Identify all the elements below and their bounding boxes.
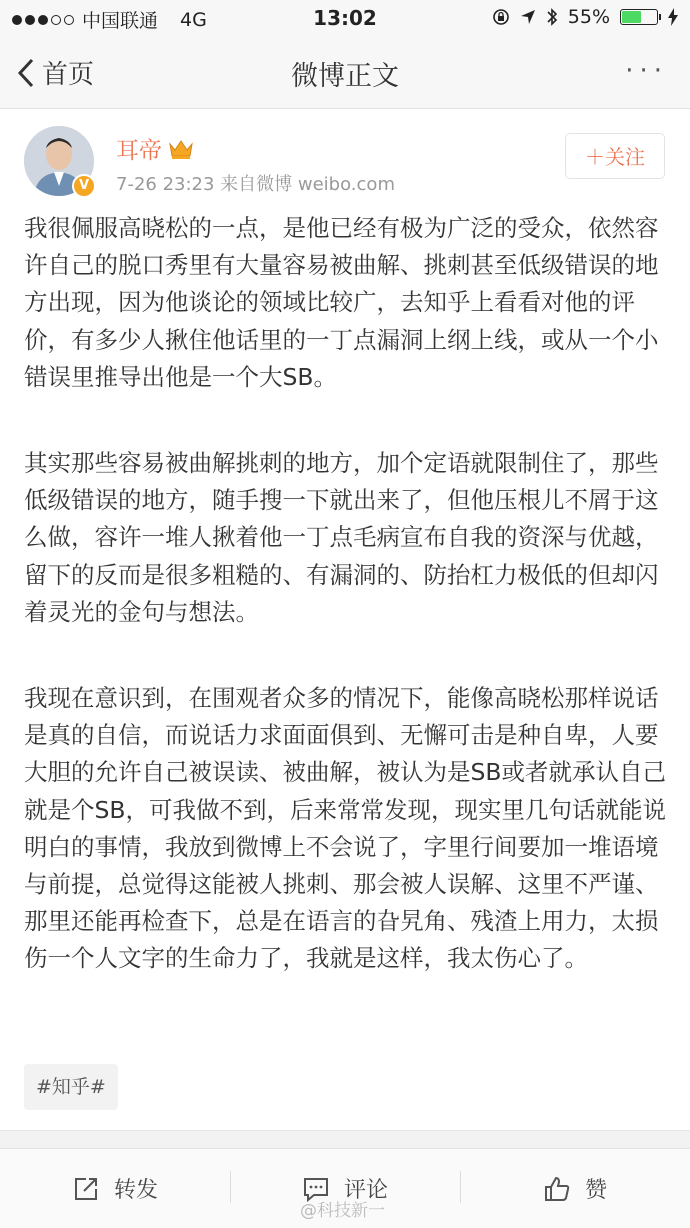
location-icon: [520, 9, 536, 25]
status-time: 13:02: [313, 6, 377, 30]
verified-badge-icon: V: [72, 174, 96, 198]
rotation-lock-icon: [492, 8, 510, 26]
more-options-button[interactable]: ···: [625, 56, 668, 86]
repost-icon: [72, 1175, 100, 1203]
like-button[interactable]: [460, 1149, 690, 1228]
bluetooth-icon: [546, 7, 558, 27]
repost-button[interactable]: [0, 1149, 230, 1228]
battery-icon: [620, 9, 658, 25]
crown-icon: [168, 138, 194, 160]
status-bar: [0, 0, 690, 36]
network-type: 4G: [180, 8, 207, 31]
page-title: 微博正文: [291, 61, 399, 92]
post-paragraph-3: 我现在意识到，在围观者众多的情况下，能像高晓松那样说话是真的自信，而说话力求面面俱到、无懈可击是种自卑，人要大胆的允许自己被误读、被曲解，被认为是SB或者就承认自己就是个SB，可我做不到，后来常常发现，现实里几句话就能说明白的事情，我放到微博上不会说了，字里行间要加一堆语境与前提，总觉得这能被人挑刺、那会被人误解、这里不严谨、那里还能再检查下，总是在语言的旮旯角、残渣上用力，太损伤一个人文字的生命力了，我就是这样，我太伤心了。: [24, 684, 667, 973]
post-meta: 7-26 23:23 来自微博 weibo.com: [116, 174, 395, 195]
battery-percent: 55%: [567, 6, 610, 28]
watermark: @科技新一: [300, 1201, 385, 1221]
navigation-bar: [0, 36, 690, 109]
battery-fill: [622, 11, 641, 23]
post-paragraph-2: 其实那些容易被曲解挑刺的地方，加个定语就限制住了，那些低级错误的地方，随手搜一下就出来了，但他压根儿不屑于这么做，容许一堆人揪着他一丁点毛病宣布自我的资深与优越，留下的反而是很多粗糙的、有漏洞的、防抬杠力极低的但却闪着灵光的金句与想法。: [24, 449, 659, 626]
topic-tag[interactable]: #知乎#: [24, 1064, 118, 1110]
back-label: 首页: [42, 60, 95, 90]
post-paragraph-1: 我很佩服高晓松的一点，是他已经有极为广泛的受众，依然容许自己的脱口秀里有大量容易被曲解、挑刺甚至低级错误的地方出现，因为他谈论的领域比较广，去知乎上看看对他的评价，有多少人揪住他话里的一丁点漏洞上纲上线，或从一个小错误里推导出他是一个大SB。: [24, 214, 659, 391]
charging-icon: [668, 8, 678, 26]
section-divider: [0, 1130, 690, 1149]
thumbs-up-icon: [543, 1175, 571, 1203]
comment-label: 评论: [343, 1178, 388, 1203]
status-right: [492, 6, 678, 28]
repost-label: 转发: [113, 1178, 158, 1203]
author-name-text: 耳帝: [116, 138, 162, 164]
like-label: 赞: [584, 1178, 607, 1203]
author-avatar[interactable]: [24, 126, 94, 196]
author-name[interactable]: [116, 132, 194, 165]
follow-button[interactable]: ＋关注: [565, 133, 665, 179]
carrier-name: 中国联通: [82, 10, 159, 32]
post-body: [24, 210, 674, 1027]
